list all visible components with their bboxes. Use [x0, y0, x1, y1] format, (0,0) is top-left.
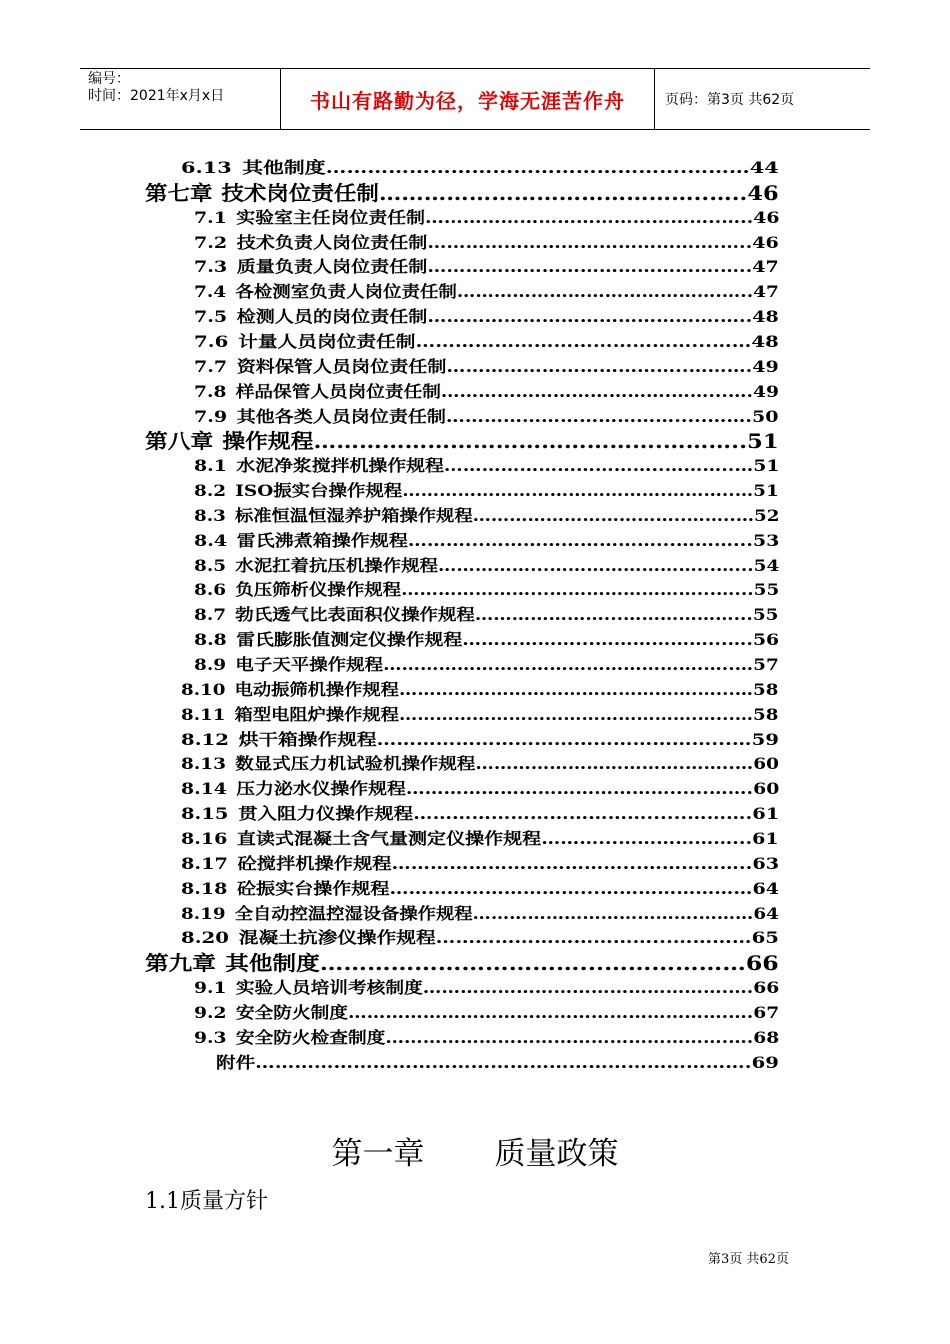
toc-entry-leader: ……………………………………………...… — [376, 729, 752, 749]
toc-entry-number: 9.3 — [194, 1027, 227, 1047]
toc-entry-title: 箱型电阻炉操作规程 — [234, 704, 399, 724]
toc-entry-number: 6.13 — [181, 158, 232, 177]
toc-entry-page: 60 — [753, 779, 780, 799]
toc-entry-leader: ……………………………...……………… — [319, 951, 746, 976]
toc-entry-page: 51 — [753, 456, 780, 476]
toc-entry-title: 各检测室负责人岗位责任制 — [235, 282, 457, 302]
toc-entry-number: 8.19 — [181, 903, 226, 923]
toc-entry-number: 7.6 — [194, 331, 229, 351]
toc-entry-page: 51 — [747, 429, 779, 454]
toc-entry-page: 52 — [754, 505, 780, 525]
toc-entry[interactable] — [181, 853, 779, 875]
toc-entry-number: 第九章 — [145, 951, 216, 976]
toc-entry-title: 砼搅拌机操作规程 — [237, 853, 392, 873]
toc-entry-leader: ……………………………...………… — [435, 928, 752, 948]
toc-entry[interactable] — [145, 181, 779, 205]
toc-entry-number: 8.15 — [181, 804, 229, 824]
toc-entry[interactable] — [181, 679, 778, 701]
toc-entry[interactable] — [181, 729, 779, 751]
toc-entry-number: 8.9 — [194, 655, 227, 674]
toc-entry[interactable] — [181, 927, 779, 949]
toc-entry-page: 46 — [747, 180, 779, 205]
header-motto: 书山有路勤为径，学海无涯苦作舟 — [281, 69, 655, 129]
toc-entry-number: 第八章 — [145, 429, 214, 454]
toc-entry-title: 全自动控温控湿设备操作规程 — [234, 903, 473, 923]
toc-entry-leader: ……………………………………......……. — [405, 779, 754, 799]
toc-entry-page: 58 — [753, 704, 779, 724]
toc-entry-leader: ……………...……………………...…... — [437, 555, 754, 575]
toc-entry-number: 7.2 — [194, 232, 228, 252]
toc-entry-leader: ………………………………..………. — [446, 356, 753, 376]
toc-entry-number: 8.2 — [194, 481, 227, 501]
toc-entry[interactable] — [181, 878, 779, 900]
toc-entry-title: 安全防火检查制度 — [235, 1027, 386, 1047]
toc-entry[interactable] — [194, 505, 779, 527]
toc-entry-number: 8.13 — [181, 754, 226, 774]
toc-entry-page: 55 — [753, 580, 780, 600]
toc-entry-title: 标准恒温恒湿养护箱操作规程 — [234, 505, 473, 525]
toc-entry-number: 9.2 — [194, 1002, 227, 1022]
toc-entry-title: 检测人员的岗位责任制 — [236, 307, 428, 327]
toc-entry-page: 67 — [753, 1002, 780, 1022]
toc-entry-number: 8.10 — [181, 679, 226, 699]
toc-entry-leader: ……………………………………….……….. — [313, 429, 748, 454]
toc-entry[interactable] — [181, 778, 779, 800]
toc-entry-number: 7.7 — [194, 356, 228, 376]
toc-entry-leader: ………...………………………...………... — [407, 530, 753, 550]
toc-entry[interactable] — [194, 207, 779, 229]
toc-entry-leader: ……………………………….……...…. — [440, 381, 754, 401]
toc-entry-leader: ……………………………………..….. — [378, 180, 748, 205]
toc-entry-title: 雷氏膨胀值测定仪操作规程 — [236, 630, 463, 650]
toc-entry[interactable] — [216, 1052, 779, 1074]
toc-entry-page: 60 — [753, 754, 779, 774]
toc-entry-leader: ……………………………….....……. — [445, 406, 752, 426]
toc-entry-title: 质量负责人岗位责任制 — [236, 257, 428, 277]
toc-entry-title: 样品保管人员岗位责任制 — [235, 381, 441, 401]
toc-entry-leader: ……………………………..……..… — [472, 505, 755, 525]
toc-entry-page: 51 — [753, 481, 779, 501]
toc-entry-page: 49 — [752, 356, 779, 376]
toc-entry-leader: ………...………………... — [541, 828, 753, 848]
toc-entry[interactable] — [194, 381, 779, 403]
page-footer: 第3页 共62页 — [708, 1252, 789, 1267]
toc-entry-page: 61 — [752, 828, 779, 848]
toc-entry-number: 8.18 — [181, 878, 228, 898]
toc-entry[interactable] — [145, 951, 779, 975]
toc-entry-leader: ……………………………………………….…. — [385, 1027, 754, 1047]
toc-entry-page: 64 — [752, 878, 779, 898]
toc-entry-page: 66 — [753, 978, 780, 998]
toc-entry-leader: ………………………………………….…...… — [398, 704, 754, 724]
header-meta — [80, 69, 281, 129]
toc-entry-page: 68 — [753, 1027, 780, 1047]
toc-entry-number: 8.11 — [181, 704, 226, 724]
toc-entry[interactable] — [181, 828, 779, 850]
toc-entry-title: 贯入阻力仪操作规程 — [238, 804, 414, 824]
toc-entry-page: 49 — [753, 381, 779, 401]
toc-entry-leader: ………………...………………...…. — [462, 630, 753, 650]
toc-entry-page: 48 — [751, 331, 779, 351]
chapter-heading — [0, 1128, 950, 1173]
toc-entry-page: 47 — [753, 282, 779, 302]
toc-entry-title: 负压筛析仪操作规程 — [235, 580, 402, 600]
toc-entry-leader: ………………………………...…………….. — [391, 853, 753, 873]
toc-entry[interactable] — [194, 406, 778, 428]
toc-entry-leader: …………………………………………….…..… — [383, 655, 754, 674]
toc-entry-title: 实验室主任岗位责任制 — [236, 207, 426, 227]
toc-entry[interactable] — [194, 256, 779, 278]
toc-entry-number: 8.4 — [194, 530, 228, 550]
toc-entry-title: 压力泌水仪操作规程 — [236, 779, 406, 799]
toc-entry-number: 7.9 — [194, 406, 228, 426]
toc-entry[interactable] — [194, 555, 779, 577]
toc-entry-page: 57 — [753, 655, 779, 674]
toc-entry-page: 46 — [753, 207, 780, 227]
toc-entry-leader: …………………………………….….. — [456, 282, 754, 302]
toc-entry[interactable] — [194, 356, 779, 378]
toc-entry[interactable] — [194, 654, 779, 676]
toc-entry[interactable] — [194, 1027, 779, 1049]
toc-entry-title: 附件 — [216, 1052, 256, 1072]
toc-entry[interactable] — [194, 1002, 779, 1024]
toc-entry-page: 66 — [745, 951, 779, 976]
toc-entry-number: 8.16 — [181, 828, 228, 848]
toc-entry-page: 44 — [749, 158, 779, 177]
toc-entry-title: 安全防火制度 — [235, 1002, 348, 1022]
toc-entry-page: 64 — [753, 903, 779, 923]
toc-entry-page: 54 — [753, 555, 780, 575]
toc-entry-title: 混凝土抗渗仪操作规程 — [238, 928, 436, 948]
toc-entry-number: 8.7 — [194, 605, 227, 625]
toc-entry[interactable] — [194, 331, 779, 353]
section-heading: 1.1质量方针 — [145, 1189, 268, 1214]
toc-entry-title: ISO振实台操作规程 — [235, 481, 403, 501]
toc-entry-number: 7.8 — [194, 381, 227, 401]
toc-entry-page: 53 — [752, 530, 780, 550]
toc-entry-title: 技术负责人岗位责任制 — [236, 232, 428, 252]
toc-entry-number: 8.20 — [181, 928, 229, 948]
toc-entry[interactable] — [194, 530, 779, 552]
toc-entry-page: 59 — [751, 729, 779, 749]
toc-entry-number: 9.1 — [194, 978, 227, 998]
toc-entry-leader: ……………………………..………..… — [443, 456, 754, 476]
toc-entry-number: 第七章 — [145, 180, 213, 205]
toc-entry[interactable] — [194, 579, 779, 601]
toc-entry-leader: ………………………………......………. — [413, 804, 753, 824]
toc-entry-page: 65 — [751, 928, 779, 948]
toc-entry-leader: ……………………………………….….. — [427, 232, 753, 252]
toc-entry-title: 水泥扛着抗压机操作规程 — [235, 555, 438, 575]
toc-entry-title: 雷氏沸煮箱操作规程 — [236, 530, 408, 550]
toc-entry-title: 电子天平操作规程 — [235, 655, 384, 674]
header-page-info: 页码：第3页 共62页 — [665, 92, 795, 108]
toc-entry-page: 56 — [752, 630, 780, 650]
toc-entry-leader: ………………………………………….…. — [422, 978, 754, 998]
toc-entry-page: 46 — [752, 232, 779, 252]
toc-entry-leader: ……………………………………...…… — [415, 331, 752, 351]
toc-entry-number: 7.1 — [194, 207, 227, 227]
toc-entry[interactable] — [194, 977, 779, 999]
toc-entry-leader: …………………...………………... — [474, 605, 753, 625]
toc-entry-page: 58 — [753, 679, 779, 699]
toc-entry-title: 实验人员培训考核制度 — [235, 978, 423, 998]
toc-entry-title: 资料保管人员岗位责任制 — [236, 356, 447, 376]
toc-entry-number: 8.3 — [194, 505, 226, 525]
toc-entry[interactable] — [181, 157, 779, 179]
toc-entry-leader: …………………………………….………..… — [402, 481, 754, 501]
toc-entry[interactable] — [194, 629, 779, 651]
toc-entry-title: 其他制度 — [225, 951, 320, 976]
toc-entry-leader: …………………...……………………...…... — [401, 580, 754, 600]
toc-entry-page: 63 — [752, 853, 780, 873]
toc-entry-number: 7.5 — [194, 307, 228, 327]
toc-entry-page: 48 — [752, 307, 779, 327]
toc-entry-number: 7.3 — [194, 257, 228, 277]
toc-entry-page: 55 — [752, 605, 779, 625]
toc-entry-number: 8.1 — [194, 456, 227, 476]
toc-entry-title: 其他制度 — [242, 158, 326, 177]
toc-entry-page: 69 — [751, 1052, 779, 1072]
toc-entry-leader: …………………………………………………………………. — [255, 1052, 752, 1072]
toc-entry-leader: …………………………………………….……… — [325, 158, 750, 177]
toc-entry[interactable] — [194, 480, 779, 502]
toc-entry-number: 7.4 — [194, 282, 227, 302]
toc-entry-number: 8.14 — [181, 779, 227, 799]
toc-entry[interactable] — [194, 604, 778, 626]
toc-entry-title: 数显式压力机试验机操作规程 — [235, 754, 476, 774]
toc-entry-title: 砼振实台操作规程 — [236, 878, 390, 898]
toc-entry[interactable] — [181, 753, 779, 775]
toc-entry-title: 操作规程 — [222, 429, 314, 454]
toc-entry-leader: …………………………...…………………… — [389, 878, 753, 898]
toc-entry-title: 电动振筛机操作规程 — [234, 679, 399, 699]
toc-entry-title: 计量人员岗位责任制 — [238, 331, 416, 351]
toc-entry-number: 8.17 — [181, 853, 228, 873]
toc-entry[interactable] — [194, 232, 779, 254]
toc-entry-page: 61 — [752, 804, 780, 824]
toc-entry-leader: ………………………………………….…...… — [398, 679, 754, 699]
toc-entry-leader: ………………………………………..….. — [425, 207, 754, 227]
toc-entry-title: 烘干箱操作规程 — [238, 729, 377, 749]
header-number: 编号： — [88, 71, 130, 87]
toc-entry[interactable] — [194, 281, 779, 303]
chapter-heading-title: 质量政策 — [494, 1136, 619, 1172]
toc-entry-leader: ……………………………….……… — [472, 903, 754, 923]
toc-entry-page: 47 — [752, 257, 779, 277]
toc-entry-title: 其他各类人员岗位责任制 — [236, 406, 446, 426]
header-date: 时间：2021年x月x日 — [88, 88, 225, 104]
toc-entry-title: 水泥净浆搅拌机操作规程 — [236, 456, 444, 476]
page-header — [80, 68, 870, 130]
toc-entry[interactable] — [145, 429, 779, 453]
toc-entry-leader: ……………………………………….….. — [427, 257, 753, 277]
toc-entry-leader: …………………………………………………….…. — [347, 1002, 754, 1022]
toc-entry-page: 50 — [751, 406, 779, 426]
toc-entry[interactable] — [194, 455, 779, 477]
toc-entry-number: 8.5 — [194, 555, 227, 575]
toc-entry[interactable] — [194, 306, 779, 328]
toc-entry-title: 勃氏透气比表面积仪操作规程 — [235, 605, 475, 625]
toc-entry[interactable] — [181, 803, 779, 825]
toc-entry[interactable] — [181, 903, 779, 925]
toc-entry-title: 直读式混凝土含气量测定仪操作规程 — [236, 828, 542, 848]
toc-entry-leader: …………………………….……..… — [475, 754, 754, 774]
toc-entry-number: 8.6 — [194, 580, 227, 600]
toc-entry[interactable] — [181, 704, 778, 726]
toc-entry-leader: ……………………………………….….. — [427, 307, 753, 327]
chapter-heading-label: 第一章 — [331, 1136, 425, 1172]
toc-entry-number: 8.8 — [194, 630, 227, 650]
toc-entry-number: 8.12 — [181, 729, 229, 749]
toc-entry-title: 技术岗位责任制 — [221, 180, 379, 205]
